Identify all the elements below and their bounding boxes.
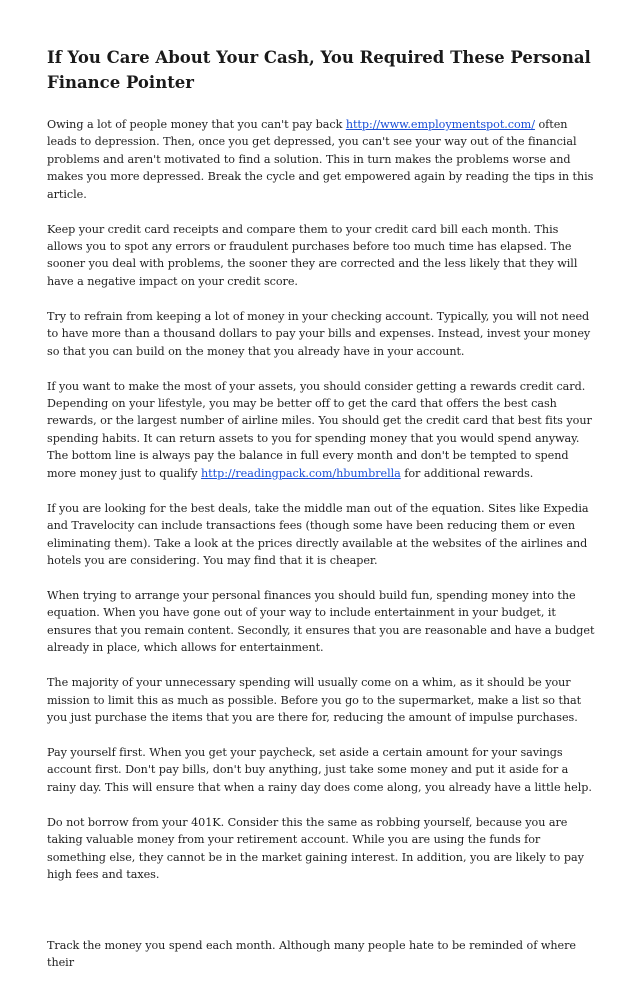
document-page <box>47 45 595 989</box>
page-title: If You Care About Your Cash, You Required These Personal Finance Pointer <box>47 48 591 92</box>
blank-gap <box>47 901 595 937</box>
paragraph-track-money: Track the money you spend each month. Although many people hate to be reminded of where their <box>47 938 576 970</box>
paragraph-fun-money: When trying to arrange your personal finances you should build fun, spending money into the equation. When you have gone out of your way to include entertainment in your budget, it ensures that you remain content. Secondly, it ensures that you are reasonable and have a budget already in place, which allows for entertainment. <box>47 588 595 655</box>
paragraph-text: often leads to depression. Then, once you get depressed, you can't see your way out of the financial problems and aren't motivated to find a solution. This in turn makes the problems worse and makes you more depressed. Break the cycle and get empowered again by reading the tips in this article. <box>47 118 594 201</box>
employmentspot-link[interactable]: http://www.employmentspot.com/ <box>345 118 535 131</box>
paragraph-pay-yourself: Pay yourself first. When you get your paycheck, set aside a certain amount for your savings account first. Don't pay bills, don't buy anything, just take some money and put it aside for a rainy day. This will ensure that when a rainy day does come along, you already have a little help. <box>47 745 592 794</box>
paragraph-credit-receipts: Keep your credit card receipts and compare them to your credit card bill each month. This allows you to spot any errors or fraudulent purchases before too much time has elapsed. The sooner you deal with problems, the sooner they are corrected and the less likely that they will have a negative impact on your credit score. <box>47 222 578 288</box>
paragraph-401k: Do not borrow from your 401K. Consider this the same as robbing yourself, because you are taking valuable money from your retirement account. While you are using the funds for something else, they cannot be in the market gaining interest. In addition, you are likely to pay high fees and taxes. <box>47 815 584 881</box>
paragraph-unnecessary-spending: The majority of your unnecessary spending will usually come on a whim, as it should be your mission to limit this as much as possible. Before you go to the supermarket, make a list so that you just purchase the items that you are there for, reducing the amount of impulse purchases. <box>47 676 582 724</box>
readingpack-link[interactable]: http://readingpack.com/hbumbrella <box>201 466 401 480</box>
paragraph-depression <box>47 116 595 203</box>
paragraph-text: for additional rewards. <box>400 466 534 480</box>
paragraph-best-deals: If you are looking for the best deals, take the middle man out of the equation. Sites like Expedia and Travelocity can include transactions fees (though some have been reducing them or even eliminating them). Take a look at the prices directly available at the websites of the airlines and hotels you are considering. You may find that it is cheaper. <box>47 501 589 567</box>
paragraph-checking-account: Try to refrain from keeping a lot of money in your checking account. Typically, you will not need to have more than a thousand dollars to pay your bills and expenses. Instead, invest your money so that you can build on the money that you already have in your account. <box>47 309 591 358</box>
paragraph-text: If you want to make the most of your assets, you should consider getting a rewards credit card. Depending on your lifestyle, you may be better off to get the card that offers the best cash rewards, or the largest number of airline miles. You should get the credit card that best fits your spending habits. It can return assets to you for spending money that you would spend anyway. The bottom line is always pay the balance in full every month and don't be tempted to spend more money just to qualify <box>47 379 592 480</box>
paragraph-text: Owing a lot of people money that you can't pay back <box>47 118 346 131</box>
paragraph-rewards-card <box>47 378 595 482</box>
